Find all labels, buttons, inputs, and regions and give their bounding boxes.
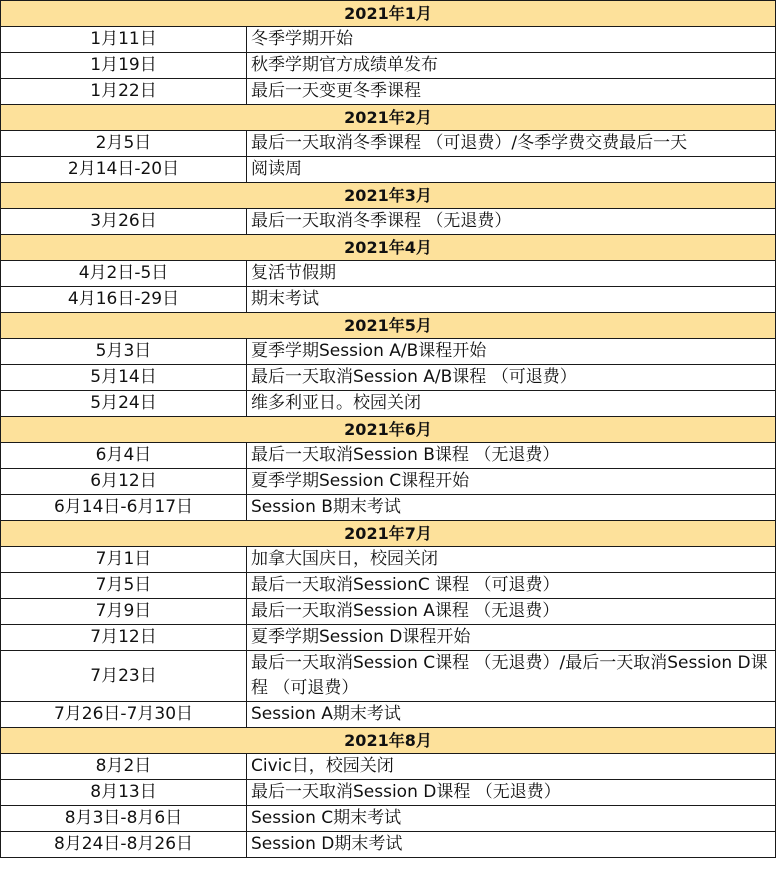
date-cell: 2月5日 <box>1 131 247 157</box>
table-row <box>1 469 776 495</box>
event-cell: 最后一天变更冬季课程 <box>247 79 776 105</box>
date-cell: 7月26日-7月30日 <box>1 702 247 728</box>
date-cell: 2月14日-20日 <box>1 157 247 183</box>
date-cell: 5月14日 <box>1 365 247 391</box>
month-header: 2021年1月 <box>1 1 776 27</box>
month-header-row <box>1 183 776 209</box>
date-cell: 1月11日 <box>1 27 247 53</box>
date-cell: 7月1日 <box>1 547 247 573</box>
date-cell: 5月24日 <box>1 391 247 417</box>
month-header-row <box>1 1 776 27</box>
date-cell: 4月2日-5日 <box>1 261 247 287</box>
date-cell: 5月3日 <box>1 339 247 365</box>
event-cell: Session C期末考试 <box>247 806 776 832</box>
date-cell: 6月12日 <box>1 469 247 495</box>
month-header: 2021年4月 <box>1 235 776 261</box>
table-row <box>1 391 776 417</box>
event-cell: 夏季学期Session C课程开始 <box>247 469 776 495</box>
month-header-row <box>1 313 776 339</box>
event-cell: 最后一天取消Session A/B课程 （可退费） <box>247 365 776 391</box>
date-cell: 1月22日 <box>1 79 247 105</box>
event-cell: 维多利亚日。校园关闭 <box>247 391 776 417</box>
month-header: 2021年8月 <box>1 728 776 754</box>
month-header: 2021年5月 <box>1 313 776 339</box>
date-cell: 6月4日 <box>1 443 247 469</box>
date-cell: 8月24日-8月26日 <box>1 832 247 858</box>
table-row <box>1 209 776 235</box>
table-row <box>1 573 776 599</box>
date-cell: 4月16日-29日 <box>1 287 247 313</box>
month-header-row <box>1 521 776 547</box>
event-cell: 最后一天取消Session D课程 （无退费） <box>247 780 776 806</box>
month-header: 2021年6月 <box>1 417 776 443</box>
month-header-row <box>1 105 776 131</box>
event-cell: Session A期末考试 <box>247 702 776 728</box>
date-cell: 7月23日 <box>1 651 247 702</box>
month-header-row <box>1 728 776 754</box>
event-cell: 复活节假期 <box>247 261 776 287</box>
date-cell: 3月26日 <box>1 209 247 235</box>
table-row <box>1 599 776 625</box>
table-row <box>1 365 776 391</box>
event-cell: 最后一天取消Session B课程 （无退费） <box>247 443 776 469</box>
date-cell: 7月5日 <box>1 573 247 599</box>
month-header-row <box>1 235 776 261</box>
calendar-body <box>1 1 776 858</box>
table-row <box>1 339 776 365</box>
event-cell: 夏季学期Session D课程开始 <box>247 625 776 651</box>
table-row <box>1 261 776 287</box>
event-cell: 期末考试 <box>247 287 776 313</box>
event-cell: 夏季学期Session A/B课程开始 <box>247 339 776 365</box>
date-cell: 1月19日 <box>1 53 247 79</box>
event-cell: 秋季学期官方成绩单发布 <box>247 53 776 79</box>
event-cell: 最后一天取消冬季课程 （无退费） <box>247 209 776 235</box>
event-cell: 加拿大国庆日，校园关闭 <box>247 547 776 573</box>
table-row <box>1 702 776 728</box>
date-cell: 8月2日 <box>1 754 247 780</box>
event-cell: Civic日，校园关闭 <box>247 754 776 780</box>
event-cell: 最后一天取消冬季课程 （可退费）/冬季学费交费最后一天 <box>247 131 776 157</box>
table-row <box>1 495 776 521</box>
month-header: 2021年3月 <box>1 183 776 209</box>
date-cell: 7月9日 <box>1 599 247 625</box>
date-cell: 7月12日 <box>1 625 247 651</box>
table-row <box>1 547 776 573</box>
event-cell: Session B期末考试 <box>247 495 776 521</box>
table-row <box>1 53 776 79</box>
date-cell: 6月14日-6月17日 <box>1 495 247 521</box>
month-header: 2021年7月 <box>1 521 776 547</box>
date-cell: 8月13日 <box>1 780 247 806</box>
table-row <box>1 443 776 469</box>
table-row <box>1 754 776 780</box>
table-row <box>1 27 776 53</box>
table-row <box>1 651 776 702</box>
event-cell: 冬季学期开始 <box>247 27 776 53</box>
month-header: 2021年2月 <box>1 105 776 131</box>
table-row <box>1 287 776 313</box>
event-cell: 最后一天取消Session A课程 （无退费） <box>247 599 776 625</box>
table-row <box>1 157 776 183</box>
table-row <box>1 79 776 105</box>
event-cell: Session D期末考试 <box>247 832 776 858</box>
event-cell: 最后一天取消Session C课程 （无退费）/最后一天取消Session D课程 （可退费） <box>247 651 776 702</box>
table-row <box>1 131 776 157</box>
date-cell: 8月3日-8月6日 <box>1 806 247 832</box>
table-row <box>1 780 776 806</box>
event-cell: 阅读周 <box>247 157 776 183</box>
month-header-row <box>1 417 776 443</box>
event-cell: 最后一天取消SessionC 课程 （可退费） <box>247 573 776 599</box>
table-row <box>1 806 776 832</box>
table-row <box>1 625 776 651</box>
table-row <box>1 832 776 858</box>
